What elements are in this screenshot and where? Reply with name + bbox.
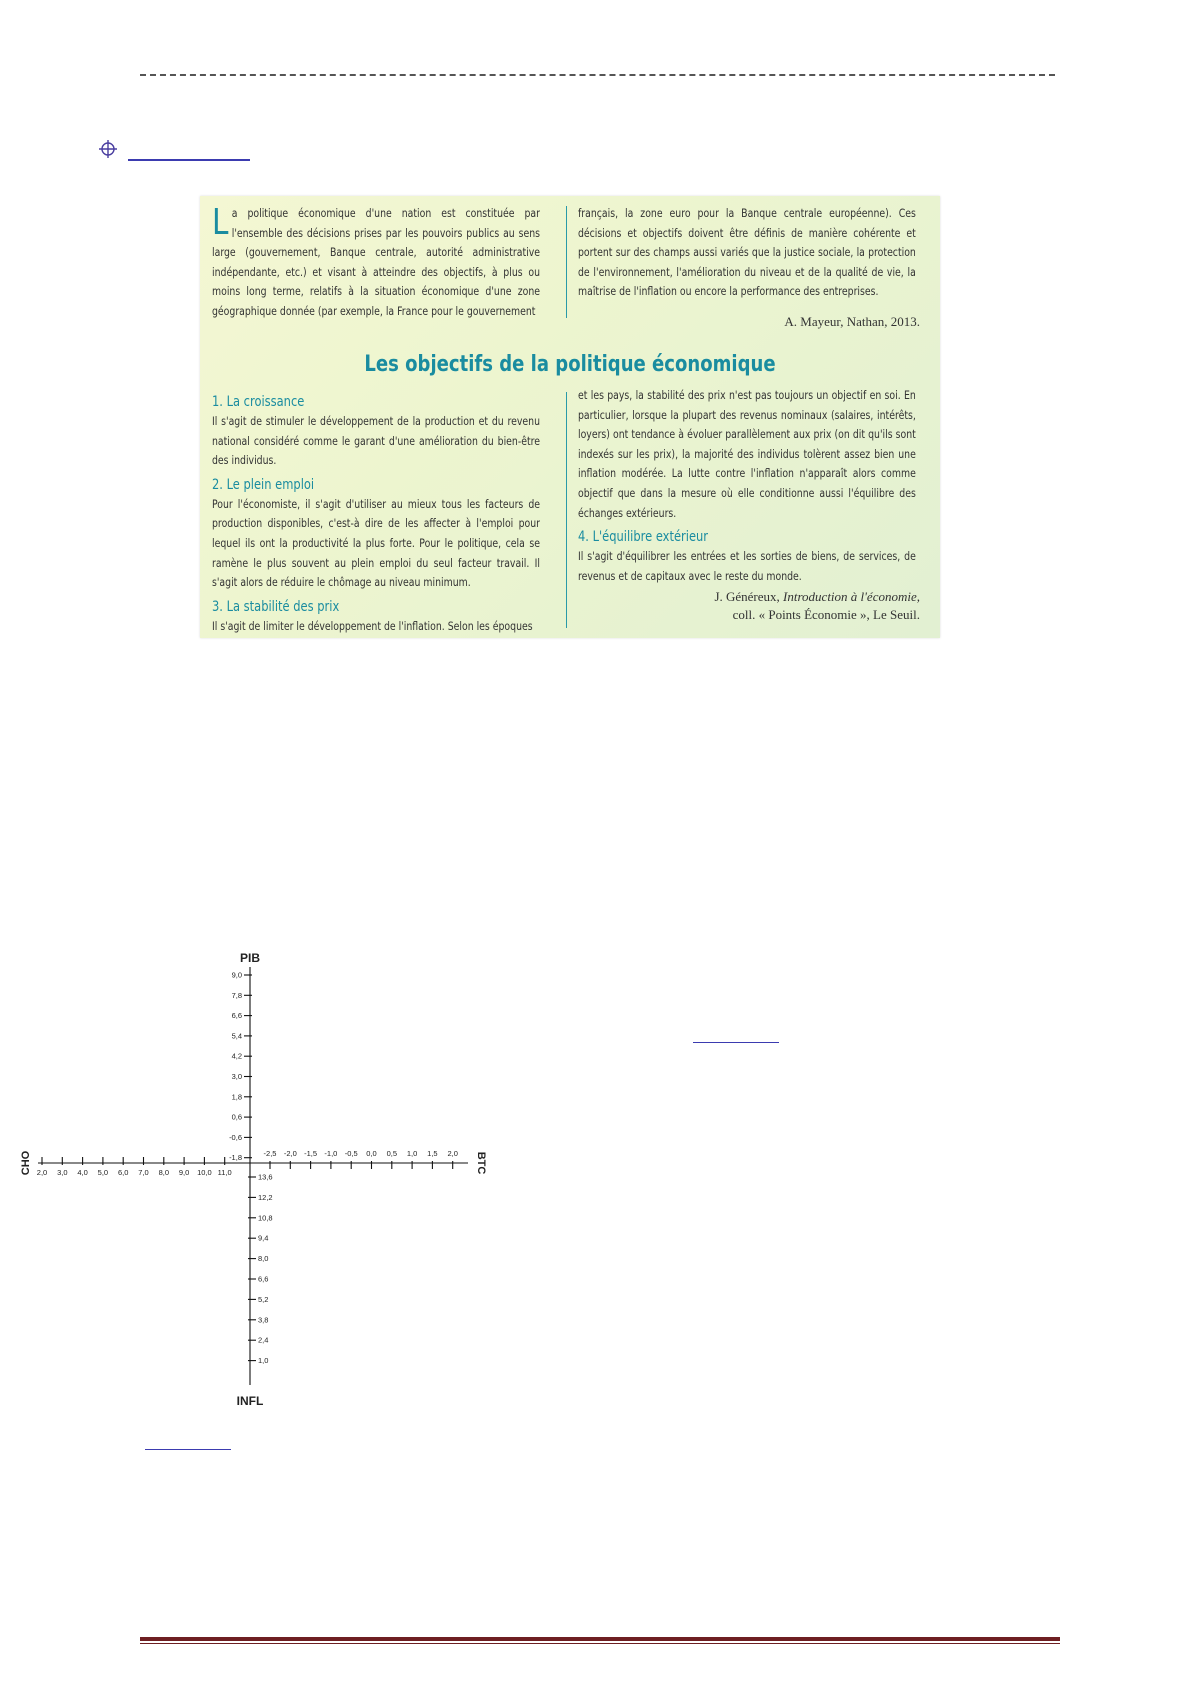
- header-dashed-rule: [140, 74, 1055, 76]
- intro-source: A. Mayeur, Nathan, 2013.: [784, 314, 920, 329]
- tick-label-btc: -2,0: [283, 1149, 297, 1158]
- tick-label-cho: 10,0: [197, 1168, 212, 1177]
- tick-label-cho: 9,0: [178, 1168, 190, 1177]
- tick-label-infl: 13,6: [258, 1172, 273, 1182]
- tick-label-infl: 10,8: [258, 1213, 273, 1223]
- tick-label-pib: -1,8: [229, 1153, 242, 1163]
- objectives-left-column: [212, 392, 540, 636]
- tick-label-pib: 7,8: [231, 990, 242, 1000]
- section-title-equilibre-exterieur: 4. L'équilibre extérieur: [578, 529, 709, 546]
- footer-rule: [140, 1637, 1060, 1644]
- source-book: Introduction à l'économie,: [783, 589, 920, 604]
- intro-left-column: [212, 204, 540, 322]
- tick-label-cho: 6,0: [117, 1168, 129, 1177]
- tick-label-btc: -1,5: [304, 1149, 318, 1158]
- axis-label-infl: INFL: [236, 1394, 264, 1408]
- tick-label-infl: 2,4: [258, 1335, 269, 1345]
- tick-label-pib: 5,4: [231, 1031, 242, 1041]
- tick-label-infl: 9,4: [258, 1233, 269, 1243]
- tick-label-cho: 2,0: [36, 1168, 48, 1177]
- tick-label-btc: 1,5: [427, 1149, 438, 1158]
- tick-label-cho: 11,0: [217, 1168, 232, 1177]
- tick-label-btc: -2,5: [263, 1149, 277, 1158]
- axis-label-pib: PIB: [239, 951, 261, 965]
- intro-left-text: a politique économique d'une nation est constituée par l'ensemble des décisions prises par les pouvoirs publics au sens large (gouvernement, Banque centrale, autorité administrative indépendante, etc.) et visant à atteindre des objectifs, à plus ou moins long terme, relatifs à la situation économique d'une zone géographique donnée (par exemple, la France pour le gouvernement: [212, 206, 540, 318]
- axis-label-btc: BTC: [475, 1151, 487, 1175]
- section-text-equilibre-exterieur: Il s'agit d'équilibrer les entrées et les sorties de biens, de services, de revenus et de capitaux avec le reste du monde.: [578, 549, 916, 583]
- tick-label-infl: 1,0: [258, 1356, 269, 1366]
- tick-label-infl: 12,2: [258, 1192, 273, 1202]
- textbook-excerpt: [200, 196, 940, 638]
- section-title-plein-emploi: 2. Le plein emploi: [212, 476, 315, 493]
- tick-label-pib: 4,2: [231, 1051, 242, 1061]
- tick-label-btc: 2,0: [447, 1149, 458, 1158]
- section-text-stabilite-prix-continued: et les pays, la stabilité des prix n'est pas toujours un objectif en soi. En particulier, lorsque la plupart des revenus nominaux (salaires, intérêts, loyers) ont tendance à évoluer parallèlement aux prix (on dit qu'ils sont indexés sur les prix), la majorité des individus tolèrent assez bien une inflation modérée. La lutte contre l'inflation n'apparaît alors comme objectif que dans la mesure où elle conditionne aussi l'équilibre des échanges extérieurs.: [578, 388, 916, 520]
- tick-label-cho: 7,0: [138, 1168, 149, 1177]
- tick-label-pib: -0,6: [229, 1132, 242, 1142]
- tick-label-infl: 5,2: [258, 1294, 269, 1304]
- column-divider-top: [566, 206, 567, 318]
- target-crosshair-icon: [99, 140, 117, 158]
- section-text-stabilite-prix: Il s'agit de limiter le développement de l'inflation. Selon les époques: [212, 618, 533, 633]
- axis-label-cho: CHO: [20, 1150, 32, 1176]
- answer-underline-left: [145, 1449, 231, 1450]
- objectives-right-column: [578, 386, 916, 586]
- tick-label-btc: 0,5: [386, 1149, 398, 1158]
- tick-label-btc: -1,0: [324, 1149, 338, 1158]
- intro-right-text: français, la zone euro pour la Banque centrale européenne). Ces décisions et objectifs doivent être définis de manière cohérente et portent sur des champs aussi variés que la justice sociale, la protection de l'environnement, l'amélioration du niveau et de la qualité de vie, la maîtrise de l'inflation ou encore la performance des entreprises.: [578, 206, 916, 299]
- tick-label-pib: 3,0: [231, 1072, 242, 1081]
- tick-label-btc: 0,0: [366, 1149, 377, 1158]
- section-text-croissance: Il s'agit de stimuler le développement de la production et du revenu national considéré comme le garant d'une amélioration du bien-être des individus.: [212, 414, 540, 468]
- heading-underline: [128, 159, 250, 161]
- tick-label-cho: 3,0: [57, 1168, 68, 1177]
- tick-label-btc: -0,5: [344, 1149, 358, 1158]
- tick-label-cho: 8,0: [158, 1168, 170, 1177]
- tick-label-infl: 8,0: [258, 1254, 269, 1264]
- section-title-stabilite-prix: 3. La stabilité des prix: [212, 598, 340, 615]
- source-collection: coll. « Points Économie », Le Seuil.: [732, 607, 920, 622]
- tick-label-cho: 4,0: [77, 1168, 88, 1177]
- tick-label-pib: 6,6: [231, 1011, 242, 1021]
- source-author: J. Généreux,: [714, 589, 784, 604]
- tick-label-pib: 9,0: [231, 970, 242, 980]
- tick-label-infl: 6,6: [258, 1274, 269, 1284]
- tick-label-pib: 1,8: [231, 1092, 242, 1102]
- tick-label-pib: 0,6: [231, 1112, 242, 1122]
- section-title-croissance: 1. La croissance: [212, 394, 305, 410]
- drop-cap: L: [212, 202, 229, 243]
- answer-underline-right: [693, 1042, 779, 1043]
- tick-label-infl: 3,8: [258, 1315, 269, 1325]
- section-text-plein-emploi: Pour l'économiste, il s'agit d'utiliser au mieux tous les facteurs de production disponibles, c'est-à dire de les affecter à l'emploi pour lequel ils ont la productivité la plus forte. Pour le politique, cela se ramène le plus souvent au plein emploi du seul facteur travail. Il s'agit alors de réduire le chômage au niveau minimum.: [212, 496, 540, 590]
- objectives-title: Les objectifs de la politique économique: [364, 352, 776, 377]
- excerpt-source: [714, 588, 920, 624]
- magic-square-chart: [20, 945, 490, 1425]
- tick-label-btc: 1,0: [406, 1149, 418, 1158]
- column-divider-bottom: [566, 392, 567, 628]
- tick-label-cho: 5,0: [97, 1168, 109, 1177]
- intro-right-column: [578, 204, 916, 302]
